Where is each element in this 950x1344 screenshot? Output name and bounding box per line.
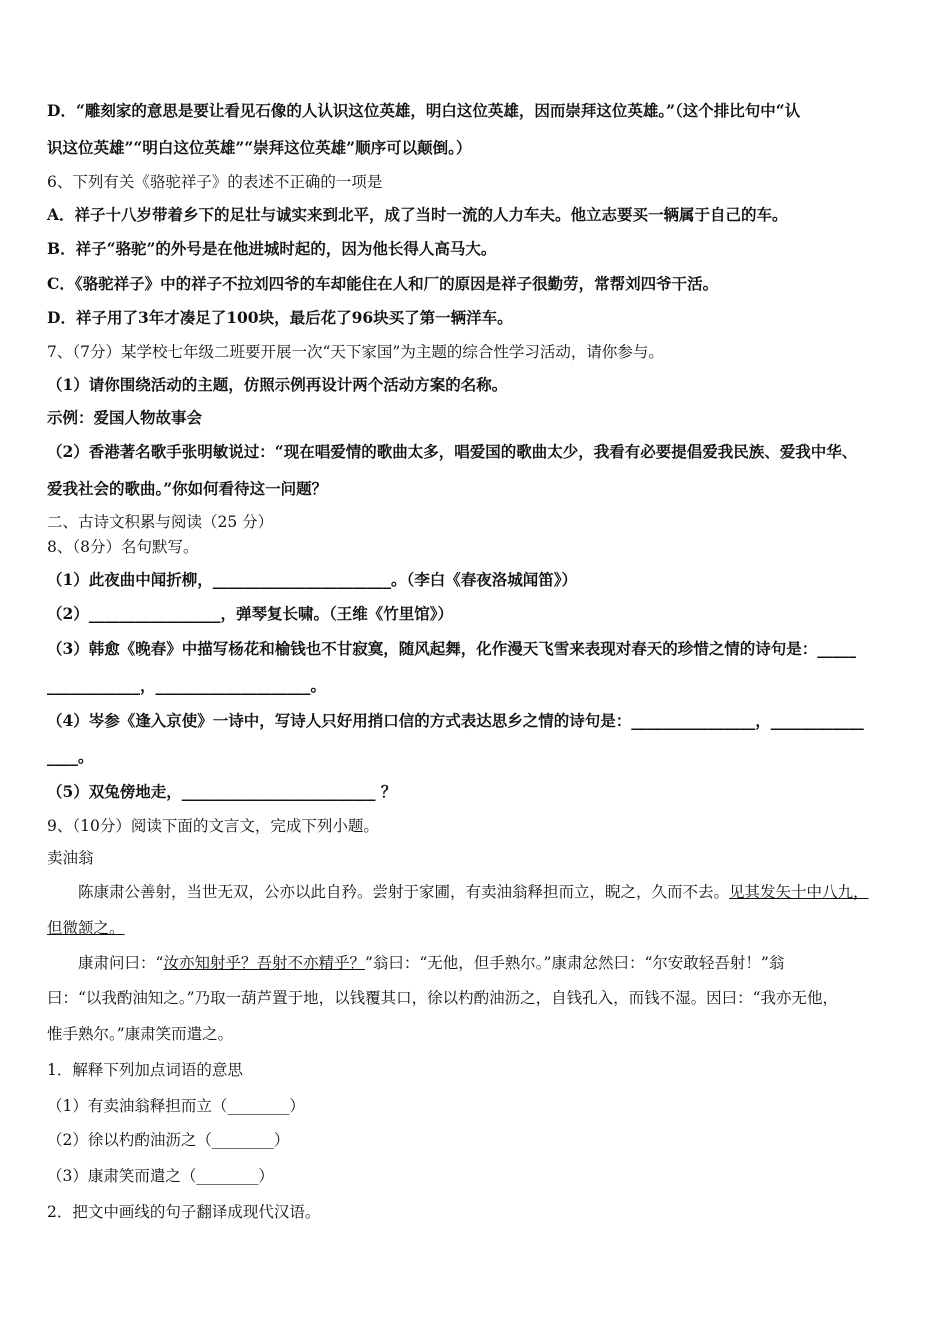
passage-title: 卖油翁 xyxy=(47,849,94,867)
question-9: 9、（10分）阅读下面的文言文，完成下列小题。 xyxy=(47,817,379,835)
q8-part4-line1: （4）岑参《逢入京使》一诗中，写诗人只好用捎口信的方式表达思乡之情的诗句是：________________，____________ xyxy=(47,711,864,730)
passage-p2-line3: 惟手熟尔。”康肃笑而遣之。 xyxy=(47,1025,234,1043)
q7-example: 示例：爱国人物故事会 xyxy=(47,408,203,427)
passage-text: 康肃问曰：“ xyxy=(78,954,164,972)
q6-option-b: B．祥子“骆驼”的外号是在他进城时起的，因为他长得人高马大。 xyxy=(47,239,497,258)
subquestion-1-item1: （1）有卖油翁释担而立（________） xyxy=(47,1097,305,1115)
passage-p2-line1 xyxy=(78,953,784,973)
underlined-sentence: 汝亦知射乎？吾射不亦精乎？ xyxy=(163,954,365,972)
section-2-heading: 二、古诗文积累与阅读（25 分） xyxy=(47,513,274,531)
q8-part3-line2: ____________，____________________。 xyxy=(47,676,327,695)
q8-part5: （5）双兔傍地走，_________________________ ？ xyxy=(47,782,397,801)
q8-part3-line1: （3）韩愈《晚春》中描写杨花和榆钱也不甘寂寞，随风起舞，化作漫天飞雪来表现对春天的珍惜之情的诗句是：_____ xyxy=(47,639,857,658)
subquestion-1: 1．解释下列加点词语的意思 xyxy=(47,1061,243,1079)
subquestion-1-item2: （2）徐以杓酌油沥之（________） xyxy=(47,1131,290,1149)
passage-p2-line2: 曰：“以我酌油知之。”乃取一葫芦置于地，以钱覆其口，徐以杓酌油沥之，自钱孔入，而钱不湿。因曰：“我亦无他， xyxy=(47,989,839,1007)
underlined-sentence: 见其发矢十中八九， xyxy=(729,883,869,901)
q7-part1: （1）请你围绕活动的主题，仿照示例再设计两个活动方案的名称。 xyxy=(47,375,508,394)
question-8: 8、（8分）名句默写。 xyxy=(47,538,199,556)
passage-p1-line2 xyxy=(47,918,125,938)
question-7: 7、（7分）某学校七年级二班要开展一次“天下家国”为主题的综合性学习活动，请你参与。 xyxy=(47,343,664,361)
subquestion-2: 2．把文中画线的句子翻译成现代汉语。 xyxy=(47,1203,321,1221)
q6-option-c: C．《骆驼祥子》中的祥子不拉刘四爷的车却能住在人和厂的原因是祥子很勤劳，常帮刘四爷干活。 xyxy=(47,274,719,293)
question-6: 6、下列有关《骆驼祥子》的表述不正确的一项是 xyxy=(47,173,383,191)
option-d-line2: 识这位英雄”“明白这位英雄”“崇拜这位英雄”顺序可以颠倒。） xyxy=(47,138,472,157)
underlined-sentence: 但微颔之。 xyxy=(47,919,125,937)
q8-part2: （2）_________________，弹琴复长啸。（王维《竹里馆》） xyxy=(47,604,454,623)
q6-option-a: A．祥子十八岁带着乡下的足壮与诚实来到北平，成了当时一流的人力车夫。他立志要买一辆属于自己的车。 xyxy=(47,205,788,224)
q6-option-d: D．祥子用了3年才凑足了100块，最后花了96块买了第一辆洋车。 xyxy=(47,308,513,327)
option-d-line1: D．“雕刻家的意思是要让看见石像的人认识这位英雄，明白这位英雄，因而崇拜这位英雄。”（这个排比句中“认 xyxy=(47,101,801,120)
q7-part2-line1: （2）香港著名歌手张明敏说过：“现在唱爱情的歌曲太多，唱爱国的歌曲太少，我看有必要提倡爱我民族、爱我中华、 xyxy=(47,442,858,461)
passage-text: 陈康肃公善射，当世无双，公亦以此自矜。尝射于家圃，有卖油翁释担而立，睨之，久而不去。 xyxy=(78,883,730,901)
q8-part4-line2: ____。 xyxy=(47,747,94,766)
q7-part2-line2: 爱我社会的歌曲。”你如何看待这一问题？ xyxy=(47,479,328,498)
passage-text: ”翁曰：“无他，但手熟尔。”康肃忿然曰：“尔安敢轻吾射！”翁 xyxy=(364,954,785,972)
q8-part1: （1）此夜曲中闻折柳，_______________________。（李白《春夜洛城闻笛》） xyxy=(47,570,578,589)
passage-p1-line1 xyxy=(78,882,869,902)
subquestion-1-item3: （3）康肃笑而遣之（________） xyxy=(47,1167,274,1185)
